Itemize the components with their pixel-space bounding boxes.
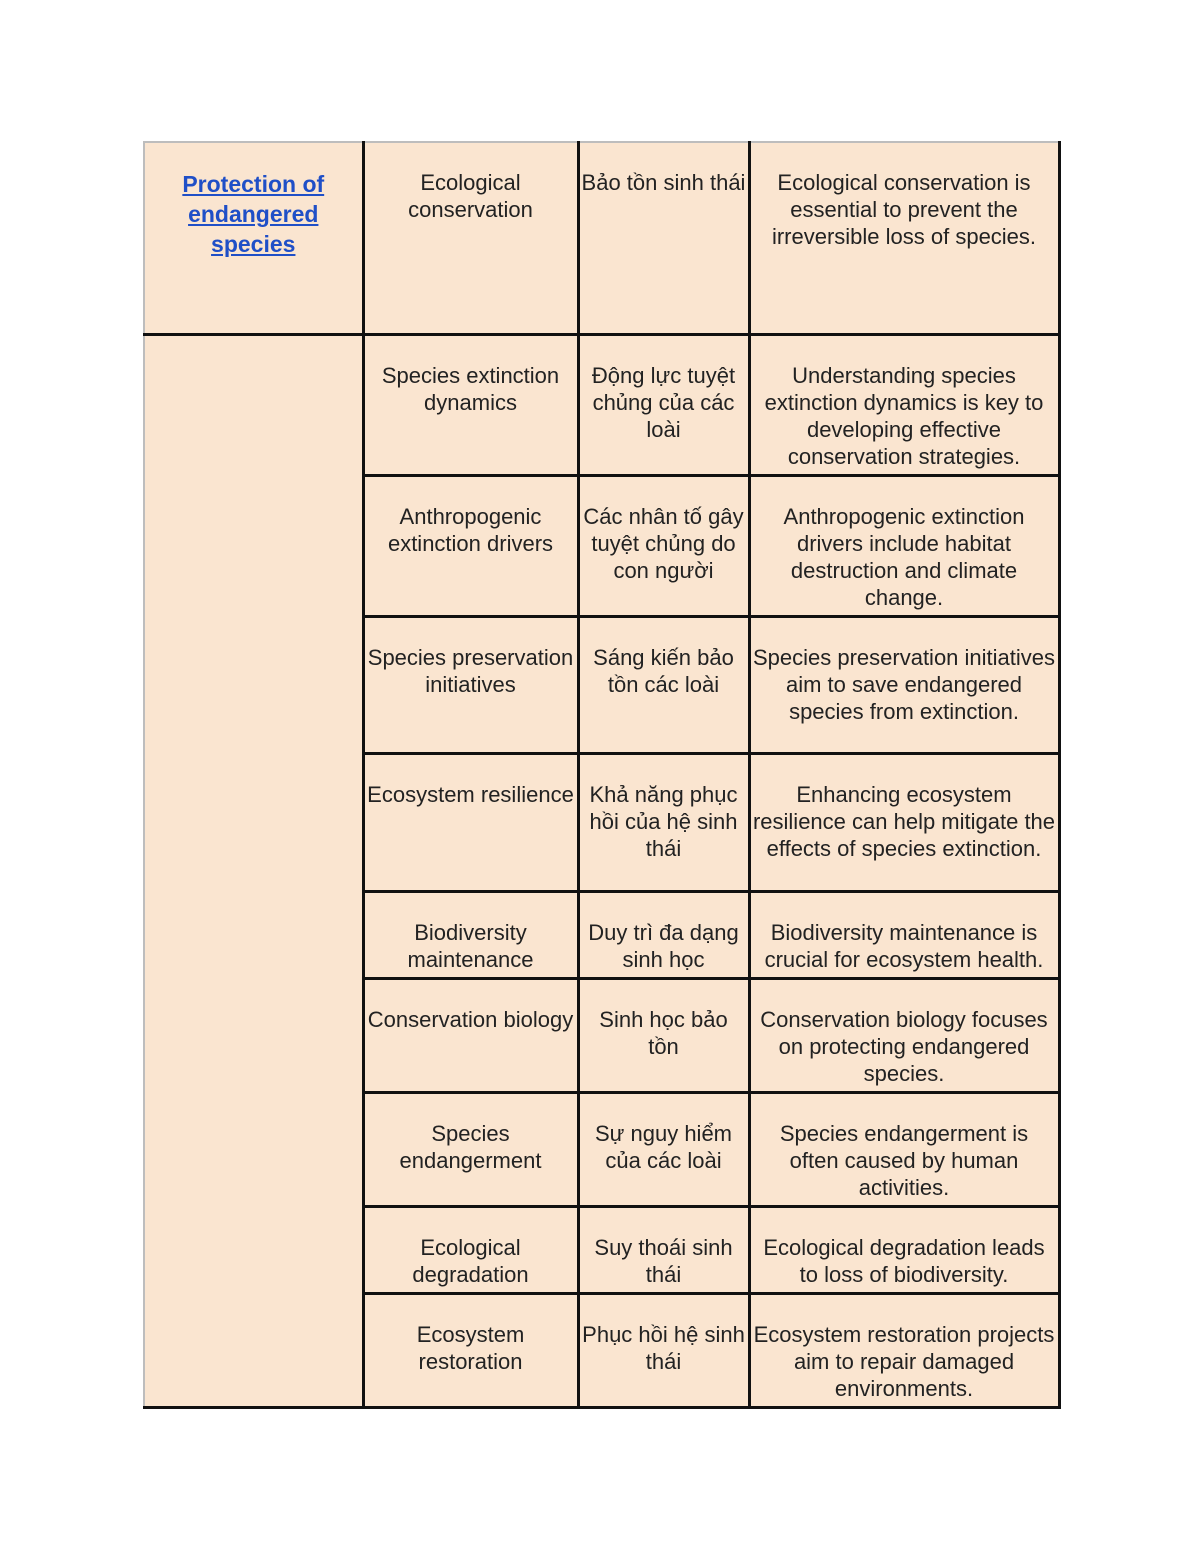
translation-cell: Khả năng phục hồi của hệ sinh thái — [578, 753, 749, 891]
term-cell: Species extinction dynamics — [363, 334, 578, 475]
translation-cell: Bảo tồn sinh thái — [578, 142, 749, 334]
translation-cell: Duy trì đa dạng sinh học — [578, 891, 749, 978]
term-cell: Conservation biology — [363, 978, 578, 1092]
term-cell: Biodiversity maintenance — [363, 891, 578, 978]
term-cell: Ecosystem restoration — [363, 1293, 578, 1407]
vocabulary-table — [143, 141, 1061, 1409]
example-cell: Enhancing ecosystem resilience can help mitigate the effects of species extinction. — [749, 753, 1059, 891]
table-row — [144, 334, 1059, 475]
example-cell: Conservation biology focuses on protecting endangered species. — [749, 978, 1059, 1092]
topic-blank-cell — [144, 334, 363, 1407]
translation-cell: Các nhân tố gây tuyệt chủng do con người — [578, 475, 749, 616]
translation-cell: Sinh học bảo tồn — [578, 978, 749, 1092]
translation-cell: Động lực tuyệt chủng của các loài — [578, 334, 749, 475]
example-cell: Ecosystem restoration projects aim to repair damaged environments. — [749, 1293, 1059, 1407]
translation-cell: Sáng kiến bảo tồn các loài — [578, 616, 749, 753]
term-cell: Ecosystem resilience — [363, 753, 578, 891]
term-cell: Species endangerment — [363, 1092, 578, 1206]
term-cell: Species preservation initiatives — [363, 616, 578, 753]
translation-cell: Phục hồi hệ sinh thái — [578, 1293, 749, 1407]
example-cell: Anthropogenic extinction drivers include habitat destruction and climate change. — [749, 475, 1059, 616]
translation-cell: Sự nguy hiểm của các loài — [578, 1092, 749, 1206]
topic-cell — [144, 142, 363, 334]
example-cell: Understanding species extinction dynamics is key to developing effective conservation strategies. — [749, 334, 1059, 475]
example-cell: Biodiversity maintenance is crucial for ecosystem health. — [749, 891, 1059, 978]
example-cell: Ecological degradation leads to loss of biodiversity. — [749, 1206, 1059, 1293]
topic-link[interactable]: Protection of endangered species — [182, 171, 325, 257]
table-row — [144, 142, 1059, 334]
example-cell: Ecological conservation is essential to prevent the irreversible loss of species. — [749, 142, 1059, 334]
term-cell: Ecological conservation — [363, 142, 578, 334]
example-cell: Species preservation initiatives aim to save endangered species from extinction. — [749, 616, 1059, 753]
translation-cell: Suy thoái sinh thái — [578, 1206, 749, 1293]
term-cell: Anthropogenic extinction drivers — [363, 475, 578, 616]
term-cell: Ecological degradation — [363, 1206, 578, 1293]
example-cell: Species endangerment is often caused by human activities. — [749, 1092, 1059, 1206]
